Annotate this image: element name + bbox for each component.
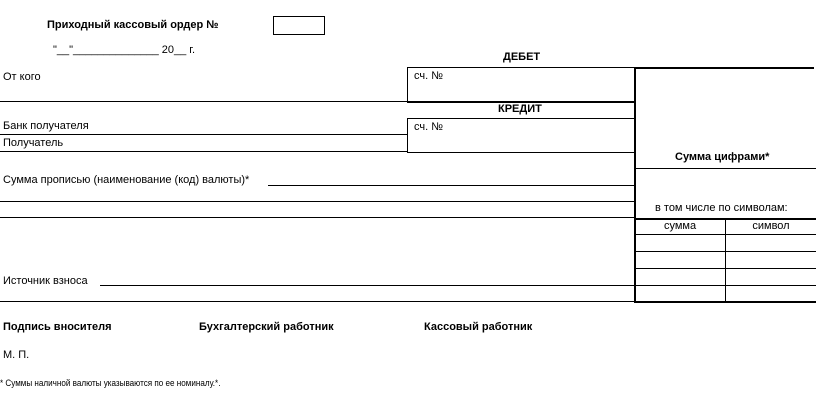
footnote: * Суммы наличной валюты указываются по ее номиналу.*. <box>0 378 221 388</box>
debit-account-label: сч. № <box>414 70 444 82</box>
credit-account-box[interactable] <box>407 118 636 153</box>
recipient-bank-label: Банк получателя <box>3 120 89 132</box>
from-whom-line <box>0 101 408 102</box>
order-number-field[interactable] <box>273 16 325 35</box>
source-label: Источник взноса <box>3 275 88 287</box>
table-row <box>634 234 816 235</box>
table-bottom-line <box>634 301 816 303</box>
cashier-signature-label: Кассовый работник <box>424 321 533 333</box>
payer-signature-label: Подпись вносителя <box>3 321 112 333</box>
credit-top-line <box>407 101 636 103</box>
amount-words-line-3[interactable] <box>0 217 635 218</box>
form-title: Приходный кассовый ордер № <box>47 19 219 31</box>
source-line[interactable] <box>100 285 635 286</box>
credit-label: КРЕДИТ <box>498 103 542 115</box>
column-header-sum: сумма <box>663 220 697 232</box>
table-row <box>634 285 816 286</box>
table-row <box>634 268 816 269</box>
amount-words-line-2[interactable] <box>0 201 635 202</box>
credit-account-label: сч. № <box>414 121 444 133</box>
accountant-signature-label: Бухгалтерский работник <box>199 321 334 333</box>
amount-box-top <box>634 67 814 69</box>
amount-words-label: Сумма прописью (наименование (код) валюты)* <box>3 174 250 186</box>
amount-figures-field[interactable] <box>634 168 816 202</box>
table-row <box>634 251 816 252</box>
amount-words-line[interactable] <box>268 185 635 186</box>
debit-label: ДЕБЕТ <box>503 51 541 63</box>
date-line: "__"______________ 20__ г. <box>53 44 196 56</box>
stamp-label: М. П. <box>3 349 30 361</box>
source-bottom-line <box>0 301 635 302</box>
recipient-bank-line <box>0 134 408 135</box>
recipient-label: Получатель <box>3 137 64 149</box>
recipient-line <box>0 151 408 152</box>
column-header-symbol: символ <box>752 220 790 232</box>
from-whom-label: От кого <box>3 71 41 83</box>
debit-account-box[interactable] <box>407 67 636 102</box>
including-label: в том числе по символам: <box>655 202 788 214</box>
amount-figures-label: Сумма цифрами* <box>675 151 770 163</box>
